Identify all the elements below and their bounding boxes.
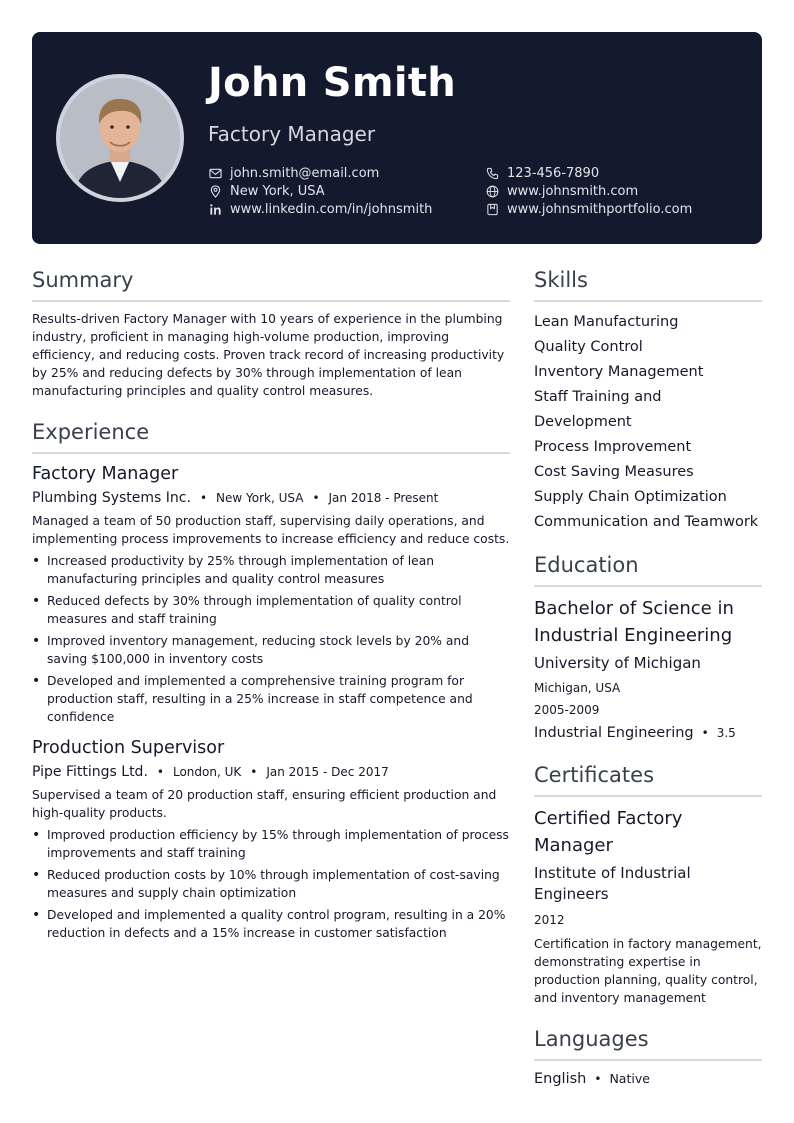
certificate-year: 2012: [534, 913, 565, 927]
bullet-icon: •: [32, 867, 41, 883]
separator-dot: •: [312, 491, 320, 505]
achievement-item: • Increased productivity by 25% through implementation of lean manufacturing principles and quality control measures: [32, 553, 435, 586]
achievement-item: • Reduced defects by 30% through implementation of quality control measures and staff training: [32, 593, 462, 626]
contact-email[interactable]: [208, 166, 379, 181]
job-entry: [32, 738, 510, 942]
contact-portfolio-text: www.johnsmithportfolio.com: [507, 202, 693, 217]
contact-website-text: www.johnsmith.com: [507, 184, 639, 199]
job-meta: [32, 490, 510, 506]
certificates-heading: Certificates: [534, 763, 762, 797]
job-achievements: [32, 552, 510, 726]
skill-item: Lean Manufacturing: [534, 314, 679, 330]
education-score: 3.5: [716, 726, 736, 740]
job-description: Supervised a team of 20 production staff, ensuring efficient production and high-quality products.: [32, 788, 497, 820]
mail-icon: [208, 167, 222, 181]
skill-item: Communication and Teamwork: [534, 514, 759, 530]
job-achievements: [32, 826, 510, 942]
job-dates: Jan 2018 - Present: [328, 491, 439, 505]
portfolio-icon: [485, 203, 499, 217]
education-field-line: [534, 725, 762, 741]
contact-portfolio[interactable]: [485, 202, 692, 217]
contact-linkedin-text: www.linkedin.com/in/johnsmith: [230, 202, 433, 217]
resume-header: [32, 32, 762, 244]
globe-icon: [485, 185, 499, 199]
job-entry: [32, 464, 510, 726]
bullet-icon: •: [32, 827, 41, 843]
summary-text: Results-driven Factory Manager with 10 years of experience in the plumbing industry, proficient in managing high-volume production, improving efficiency, and reducing costs. Proven track record of increasing productivity by 25% and reducing defects by 30% through implementation of lean manufacturing principles and quality control measures.: [32, 312, 505, 398]
language-item: [534, 1071, 762, 1087]
contact-location: [208, 184, 325, 199]
achievement-item: • Reduced production costs by 10% through implementation of cost-saving measures and supply chain optimization: [32, 867, 500, 900]
location-icon: [208, 185, 222, 199]
candidate-title: Factory Manager: [208, 122, 376, 146]
achievement-item: • Improved production efficiency by 15% through implementation of process improvements and staff training: [32, 827, 509, 860]
skills-heading: Skills: [534, 268, 762, 302]
skill-item: Process Improvement: [534, 439, 692, 455]
skill-item: Cost Saving Measures: [534, 464, 694, 480]
certificate-issuer: Institute of Industrial Engineers: [534, 864, 691, 903]
contact-location-text: New York, USA: [230, 184, 325, 199]
education-school: University of Michigan: [534, 654, 701, 672]
skill-item: Staff Training and Development: [534, 389, 662, 430]
job-title: Production Supervisor: [32, 738, 225, 758]
certificate-description: Certification in factory management, demonstrating expertise in production planning, quality control, and inventory management: [534, 937, 762, 1005]
language-name: English: [534, 1071, 587, 1087]
job-description: Managed a team of 50 production staff, supervising daily operations, and implementing process improvements to increase efficiency and reduce costs.: [32, 514, 510, 546]
certificate-name: Certified Factory Manager: [534, 808, 683, 856]
education-location: Michigan, USA: [534, 681, 621, 695]
job-location: New York, USA: [216, 491, 304, 505]
job-title: Factory Manager: [32, 464, 179, 484]
candidate-name: John Smith: [208, 60, 457, 106]
education-degree: Bachelor of Science in Industrial Engineering: [534, 598, 734, 646]
contact-phone[interactable]: [485, 166, 599, 181]
skill-item: Inventory Management: [534, 364, 704, 380]
achievement-item: • Improved inventory management, reducing stock levels by 20% and saving $100,000 in inventory costs: [32, 633, 470, 666]
summary-heading: Summary: [32, 268, 510, 302]
education-field: Industrial Engineering: [534, 725, 694, 741]
skills-list: [534, 310, 762, 535]
side-column: [534, 268, 762, 1087]
bullet-icon: •: [32, 907, 41, 923]
language-level: Native: [609, 1071, 650, 1086]
linkedin-icon: [208, 203, 222, 217]
bullet-icon: •: [32, 633, 41, 649]
contact-email-text: john.smith@email.com: [230, 166, 380, 181]
skill-item: Quality Control: [534, 339, 643, 355]
contact-website[interactable]: [485, 184, 638, 199]
education-heading: Education: [534, 553, 762, 587]
main-column: [32, 268, 510, 946]
languages-heading: Languages: [534, 1027, 762, 1061]
phone-icon: [485, 167, 499, 181]
separator-dot: •: [250, 765, 258, 779]
job-company: Pipe Fittings Ltd.: [32, 764, 148, 780]
separator-dot: •: [594, 1072, 602, 1086]
separator-dot: •: [701, 726, 709, 740]
separator-dot: •: [156, 765, 164, 779]
contact-phone-text: 123-456-7890: [507, 166, 600, 181]
bullet-icon: •: [32, 593, 41, 609]
profile-photo: [60, 78, 180, 198]
education-dates: 2005-2009: [534, 703, 600, 717]
experience-heading: Experience: [32, 420, 510, 454]
contact-linkedin[interactable]: [208, 202, 432, 217]
achievement-item: • Developed and implemented a comprehensive training program for production staff, resulting in a 25% increase in staff competence and confidence: [32, 673, 473, 724]
separator-dot: •: [199, 491, 208, 505]
profile-photo-frame: [56, 74, 184, 202]
achievement-item: • Developed and implemented a quality control program, resulting in a 20% reduction in defects and a 15% increase in customer satisfaction: [32, 907, 506, 940]
skill-item: Supply Chain Optimization: [534, 489, 727, 505]
bullet-icon: •: [32, 553, 41, 569]
job-dates: Jan 2015 - Dec 2017: [266, 765, 389, 779]
job-company: Plumbing Systems Inc.: [32, 490, 191, 506]
job-location: London, UK: [172, 765, 242, 779]
bullet-icon: •: [32, 673, 41, 689]
job-meta: [32, 764, 510, 780]
